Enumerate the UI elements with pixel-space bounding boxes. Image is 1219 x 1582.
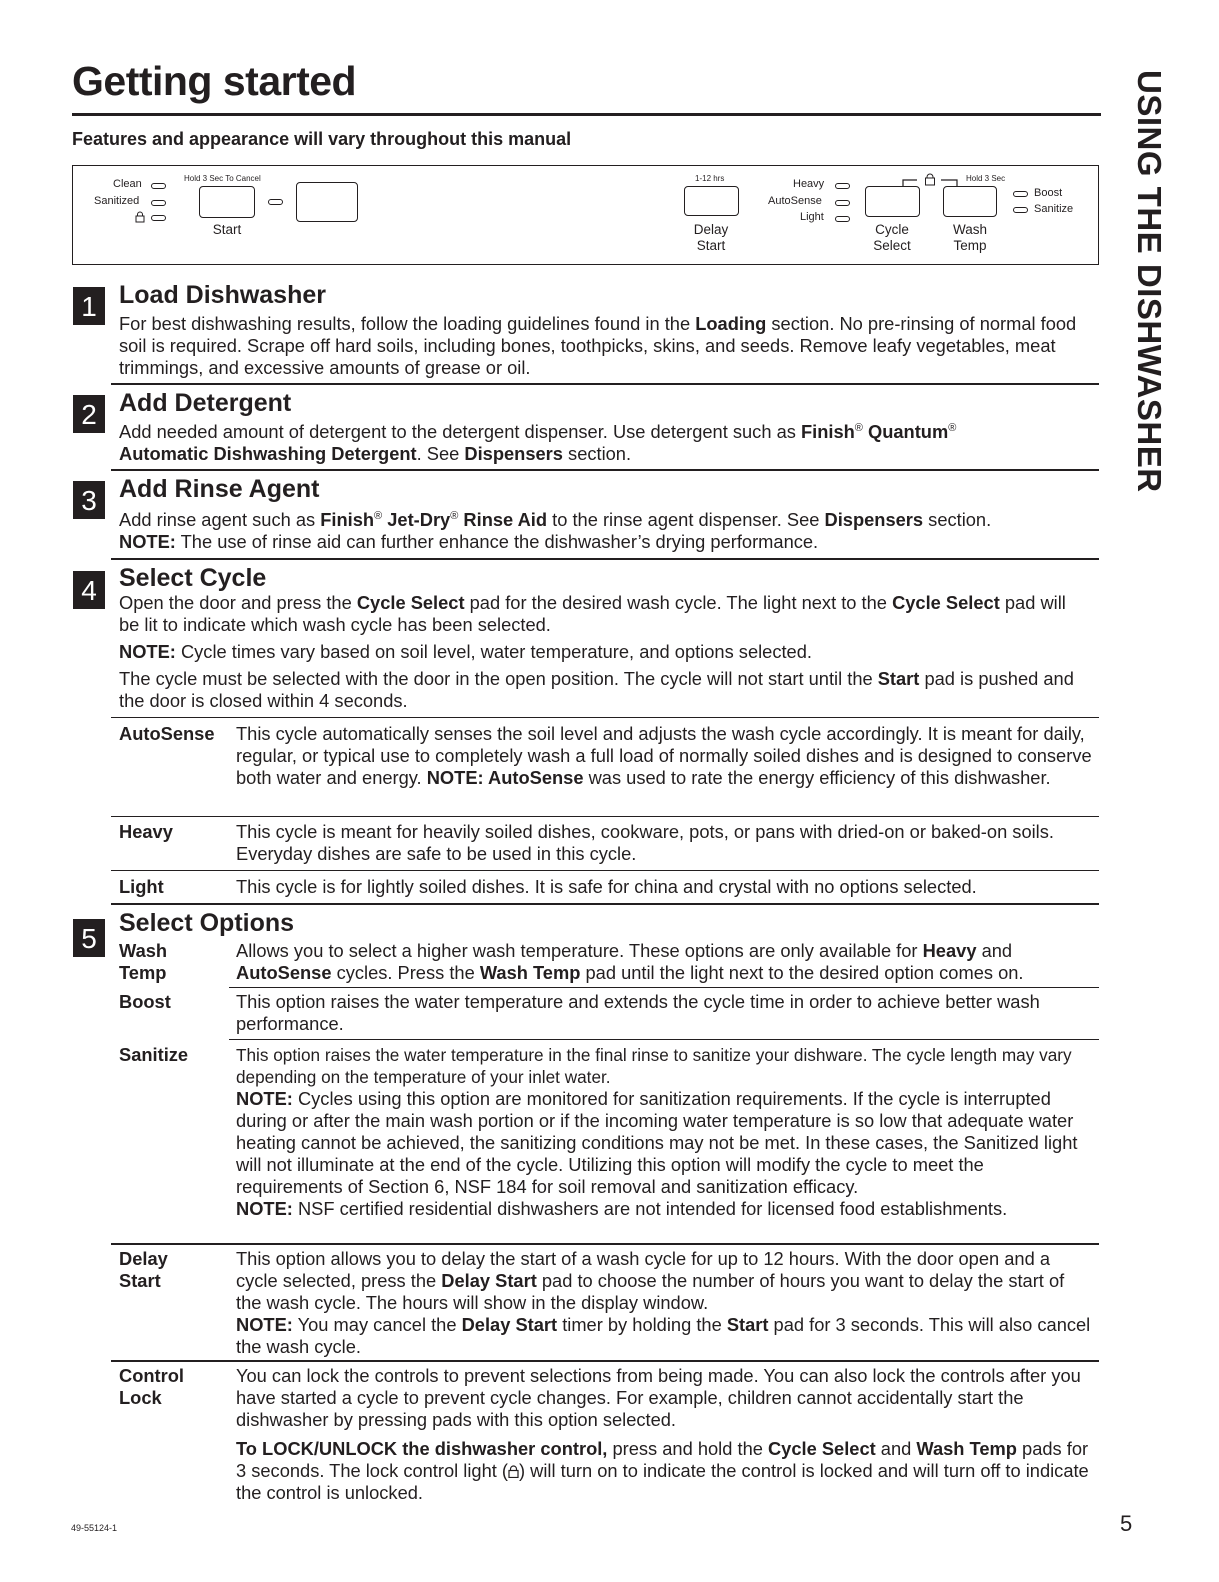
option-term-line2: Start	[119, 1270, 161, 1291]
step-text	[119, 313, 1089, 379]
sanitized-label: Sanitized	[94, 195, 140, 207]
step-number: 5	[73, 919, 105, 957]
option-term	[119, 940, 229, 984]
divider	[111, 717, 1099, 718]
cycle-select-label-line1: Cycle	[875, 222, 909, 237]
step-title: Add Detergent	[119, 389, 292, 417]
step-number: 1	[73, 287, 105, 325]
step-note	[119, 641, 1089, 663]
boost-led	[1013, 191, 1028, 197]
divider	[229, 1039, 1099, 1040]
divider	[111, 469, 1099, 471]
step-text	[119, 592, 1089, 636]
option-desc	[236, 1248, 1092, 1358]
text-bold: Wash Temp	[916, 1438, 1017, 1459]
cycle-select-label	[859, 222, 925, 254]
light-label: Light	[800, 211, 824, 223]
delay-start-label-line1: Delay	[693, 222, 729, 237]
option-term-line1: Wash	[119, 940, 168, 961]
text-run: pad until the light next to the desired option comes on.	[580, 962, 1024, 983]
text-run: This option raises the water temperature in the final rinse to sanitize your dishware. The cycle length may vary depending on the temperature of your inlet water.	[236, 1045, 1072, 1087]
cycle-desc: This cycle is meant for heavily soiled dishes, cookware, pots, or pans with dried-on or baked-on soils. Everyday dishes are safe to be used in this cycle.	[236, 821, 1054, 864]
text-run: NSF certified residential dishwashers are not intended for licensed food establishments.	[292, 1198, 1008, 1219]
text-run: to the rinse agent dispenser. See	[547, 509, 825, 530]
text-run: section.	[923, 509, 992, 530]
divider	[111, 870, 1099, 871]
option-desc: You can lock the controls to prevent selections from being made. You can also lock the controls after you have started a cycle to prevent cycle changes. For example, children cannot accidentally start the dishwasher by pressing pads with this option selected.	[236, 1365, 1081, 1430]
step-text	[119, 421, 1089, 465]
text-run: This cycle automatically senses the soil level and adjusts the wash cycle accordingly. It is meant for daily, regular, or typical use to completely wash a full load of normally soiled dishes and is designed to conserve both water and energy.	[236, 723, 1092, 788]
note-label: NOTE:	[119, 531, 176, 552]
text-run: Cycles using this option are monitored for sanitization requirements. If the cycle is interrupted during or after the main wash portion or if the incoming water temperature is so low that adequate water heating cannot be achieved, the sanitizing conditions may not be met. In these cases, the Sanitized light will not illuminate at the end of the cycle. Utilizing this option will modify the cycle to meet the requirements of Section 6, NSF 184 for soil removal and sanitization efficacy.	[236, 1088, 1078, 1197]
wash-temp-label-line1: Wash	[952, 222, 987, 237]
divider	[111, 558, 1099, 560]
text-bold: Cycle Select	[892, 592, 1000, 613]
delay-start-label	[678, 222, 744, 254]
registered-mark: ®	[854, 421, 863, 434]
hold-cancel-label: Hold 3 Sec To Cancel	[184, 174, 261, 183]
text-run: cycles. Press the	[331, 962, 480, 983]
text-run: The cycle must be selected with the door in the open position. The cycle will not start until the	[119, 668, 878, 689]
page-number: 5	[1120, 1511, 1133, 1536]
sanitized-led	[151, 200, 166, 206]
divider	[111, 816, 1099, 817]
step-title: Select Options	[119, 909, 295, 937]
text-bold: Delay Start	[441, 1270, 537, 1291]
note-label: NOTE:	[236, 1314, 293, 1335]
option-term: Boost	[119, 991, 171, 1012]
text-bold: Quantum	[862, 421, 949, 442]
lock-icon	[508, 1465, 519, 1478]
text-run: was used to rate the energy efficiency of this dishwasher.	[583, 767, 1051, 788]
text-bold: Dispensers	[824, 509, 924, 530]
option-term-line2: Lock	[119, 1387, 162, 1408]
divider	[111, 903, 1099, 905]
hours-label: 1-12 hrs	[695, 174, 725, 183]
text-bold: Cycle Select	[356, 592, 465, 613]
cycle-desc: This cycle is for lightly soiled dishes. It is safe for china and crystal with no options selected.	[236, 876, 977, 897]
divider	[111, 1360, 1099, 1362]
display-window	[296, 182, 358, 222]
text-bold: Heavy	[922, 940, 977, 961]
cycle-term: Heavy	[119, 821, 173, 842]
start-label: Start	[212, 222, 242, 237]
note-label: NOTE:	[119, 641, 176, 662]
text-run: Allows you to select a higher wash temperature. These options are only available for	[236, 940, 923, 961]
text-run: and	[976, 940, 1013, 961]
text-run: pad will be lit to indicate which wash cycle has been selected.	[119, 592, 1066, 635]
option-term-line1: Control	[119, 1365, 184, 1386]
registered-mark: ®	[948, 421, 957, 434]
doc-number: 49-55124-1	[71, 1523, 118, 1533]
wash-temp-label	[937, 222, 1003, 254]
text-run: Cycle times vary based on soil level, water temperature, and options selected.	[175, 641, 812, 662]
title-rule	[72, 113, 1101, 116]
step-number: 3	[73, 481, 105, 519]
cycle-term: Light	[119, 876, 164, 897]
delay-start-pad[interactable]	[684, 186, 739, 216]
boost-label: Boost	[1034, 187, 1063, 199]
page-subtitle: Features and appearance will vary throughout this manual	[72, 129, 572, 149]
display-led	[268, 199, 283, 205]
step-title: Add Rinse Agent	[119, 475, 320, 503]
text-run: This option allows you to delay the start of a wash cycle for up to 12 hours. With the door open and a cycle selected, press the	[236, 1248, 1050, 1291]
light-led	[835, 216, 850, 222]
text-run: Add rinse agent such as	[119, 509, 321, 530]
start-pad[interactable]	[199, 186, 255, 218]
divider	[111, 383, 1099, 385]
control-panel-illustration	[72, 165, 1099, 265]
text-run: . See	[416, 443, 465, 464]
hold-3-label: Hold 3 Sec	[966, 174, 1006, 183]
page-title: Getting started	[72, 58, 357, 104]
text-bold: Start	[726, 1314, 769, 1335]
text-bold: Automatic Dishwashing Detergent	[119, 443, 417, 464]
clean-label: Clean	[113, 178, 142, 190]
text-run: pads for 3 seconds. The lock control light (	[236, 1438, 1089, 1481]
autosense-label: AutoSense	[768, 195, 822, 207]
step-text	[119, 509, 1089, 553]
text-bold: Finish	[800, 421, 855, 442]
option-term	[119, 1248, 229, 1292]
option-desc	[236, 1438, 1092, 1504]
cycle-desc	[236, 723, 1092, 789]
option-desc: This option raises the water temperature and extends the cycle time in order to achieve better wash performance.	[236, 991, 1040, 1034]
section-sidebar	[1124, 70, 1168, 590]
sidebar-label: USING THE DISHWASHER	[1131, 70, 1168, 493]
text-run: You may cancel the	[292, 1314, 462, 1335]
text-run: pad for 3 seconds. This will also cancel the wash cycle.	[236, 1314, 1091, 1357]
text-run: For best dishwashing results, follow the loading guidelines found in the	[119, 313, 696, 334]
text-bold: Dispensers	[464, 443, 563, 464]
option-term-line1: Delay	[119, 1248, 168, 1269]
registered-mark: ®	[374, 509, 383, 522]
step-number: 4	[73, 571, 105, 609]
text-bold: Jet-Dry	[382, 509, 451, 530]
lock-led	[151, 215, 166, 221]
text-run: ) will turn on to indicate the control is locked and will turn off to indicate the control is unlocked.	[236, 1460, 1089, 1503]
step-title: Select Cycle	[119, 564, 267, 592]
text-run: press and hold the	[607, 1438, 768, 1459]
step-number: 2	[73, 395, 105, 433]
autosense-led	[835, 200, 850, 206]
text-bold: Wash Temp	[479, 962, 581, 983]
text-run: Open the door and press the	[119, 592, 357, 613]
text-run: Add needed amount of detergent to the detergent dispenser. Use detergent such as	[119, 421, 801, 442]
divider	[111, 1243, 1099, 1245]
registered-mark: ®	[450, 509, 459, 522]
sanitize-label: Sanitize	[1034, 203, 1074, 215]
heavy-label: Heavy	[793, 178, 825, 190]
text-bold: Loading	[695, 313, 767, 334]
heavy-led	[835, 183, 850, 189]
sanitize-led	[1013, 207, 1028, 213]
lock-icon	[135, 211, 145, 223]
text-run: pad to choose the number of hours you want to delay the start of the wash cycle. The hours will show in the display window.	[236, 1270, 1065, 1313]
text-bold: AutoSense	[236, 962, 332, 983]
text-run: pad for the desired wash cycle. The light next to the	[464, 592, 893, 613]
option-term	[119, 1365, 229, 1409]
cycle-select-pad[interactable]	[865, 186, 920, 217]
text-bold: Start	[877, 668, 920, 689]
option-desc	[236, 940, 1092, 984]
text-bold: NOTE: AutoSense	[426, 767, 584, 788]
text-run: section.	[562, 443, 632, 464]
wash-temp-pad[interactable]	[943, 186, 997, 217]
text-bold: Delay Start	[461, 1314, 558, 1335]
option-term: Sanitize	[119, 1044, 189, 1065]
option-term-line2: Temp	[119, 962, 167, 983]
step-text	[119, 668, 1089, 712]
text-bold: Finish	[320, 509, 375, 530]
text-run: section. No pre-rinsing of normal food soil is required. Scrape off hard soils, including bones, toothpicks, skins, and seeds. Remove leafy vegetables, meat trimmings, and excessive amounts of grease or oil.	[119, 313, 1077, 378]
note-label: NOTE:	[236, 1198, 293, 1219]
option-desc	[236, 1044, 1092, 1220]
text-run: pad is pushed and the door is closed within 4 seconds.	[119, 668, 1074, 711]
text-bold: Rinse Aid	[458, 509, 548, 530]
divider	[229, 987, 1099, 988]
step-title: Load Dishwasher	[119, 281, 326, 309]
clean-led	[151, 183, 166, 189]
cycle-term: AutoSense	[119, 723, 215, 744]
cycle-select-label-line2: Select	[873, 238, 911, 253]
text-run: and	[875, 1438, 917, 1459]
wash-temp-label-line2: Temp	[953, 238, 987, 253]
text-run: timer by holding the	[557, 1314, 727, 1335]
note-label: NOTE:	[236, 1088, 293, 1109]
text-run: The use of rinse aid can further enhance the dishwasher’s drying performance.	[175, 531, 819, 552]
text-bold: To LOCK/UNLOCK the dishwasher control,	[236, 1438, 608, 1459]
text-bold: Cycle Select	[767, 1438, 876, 1459]
delay-start-label-line2: Start	[696, 238, 726, 253]
